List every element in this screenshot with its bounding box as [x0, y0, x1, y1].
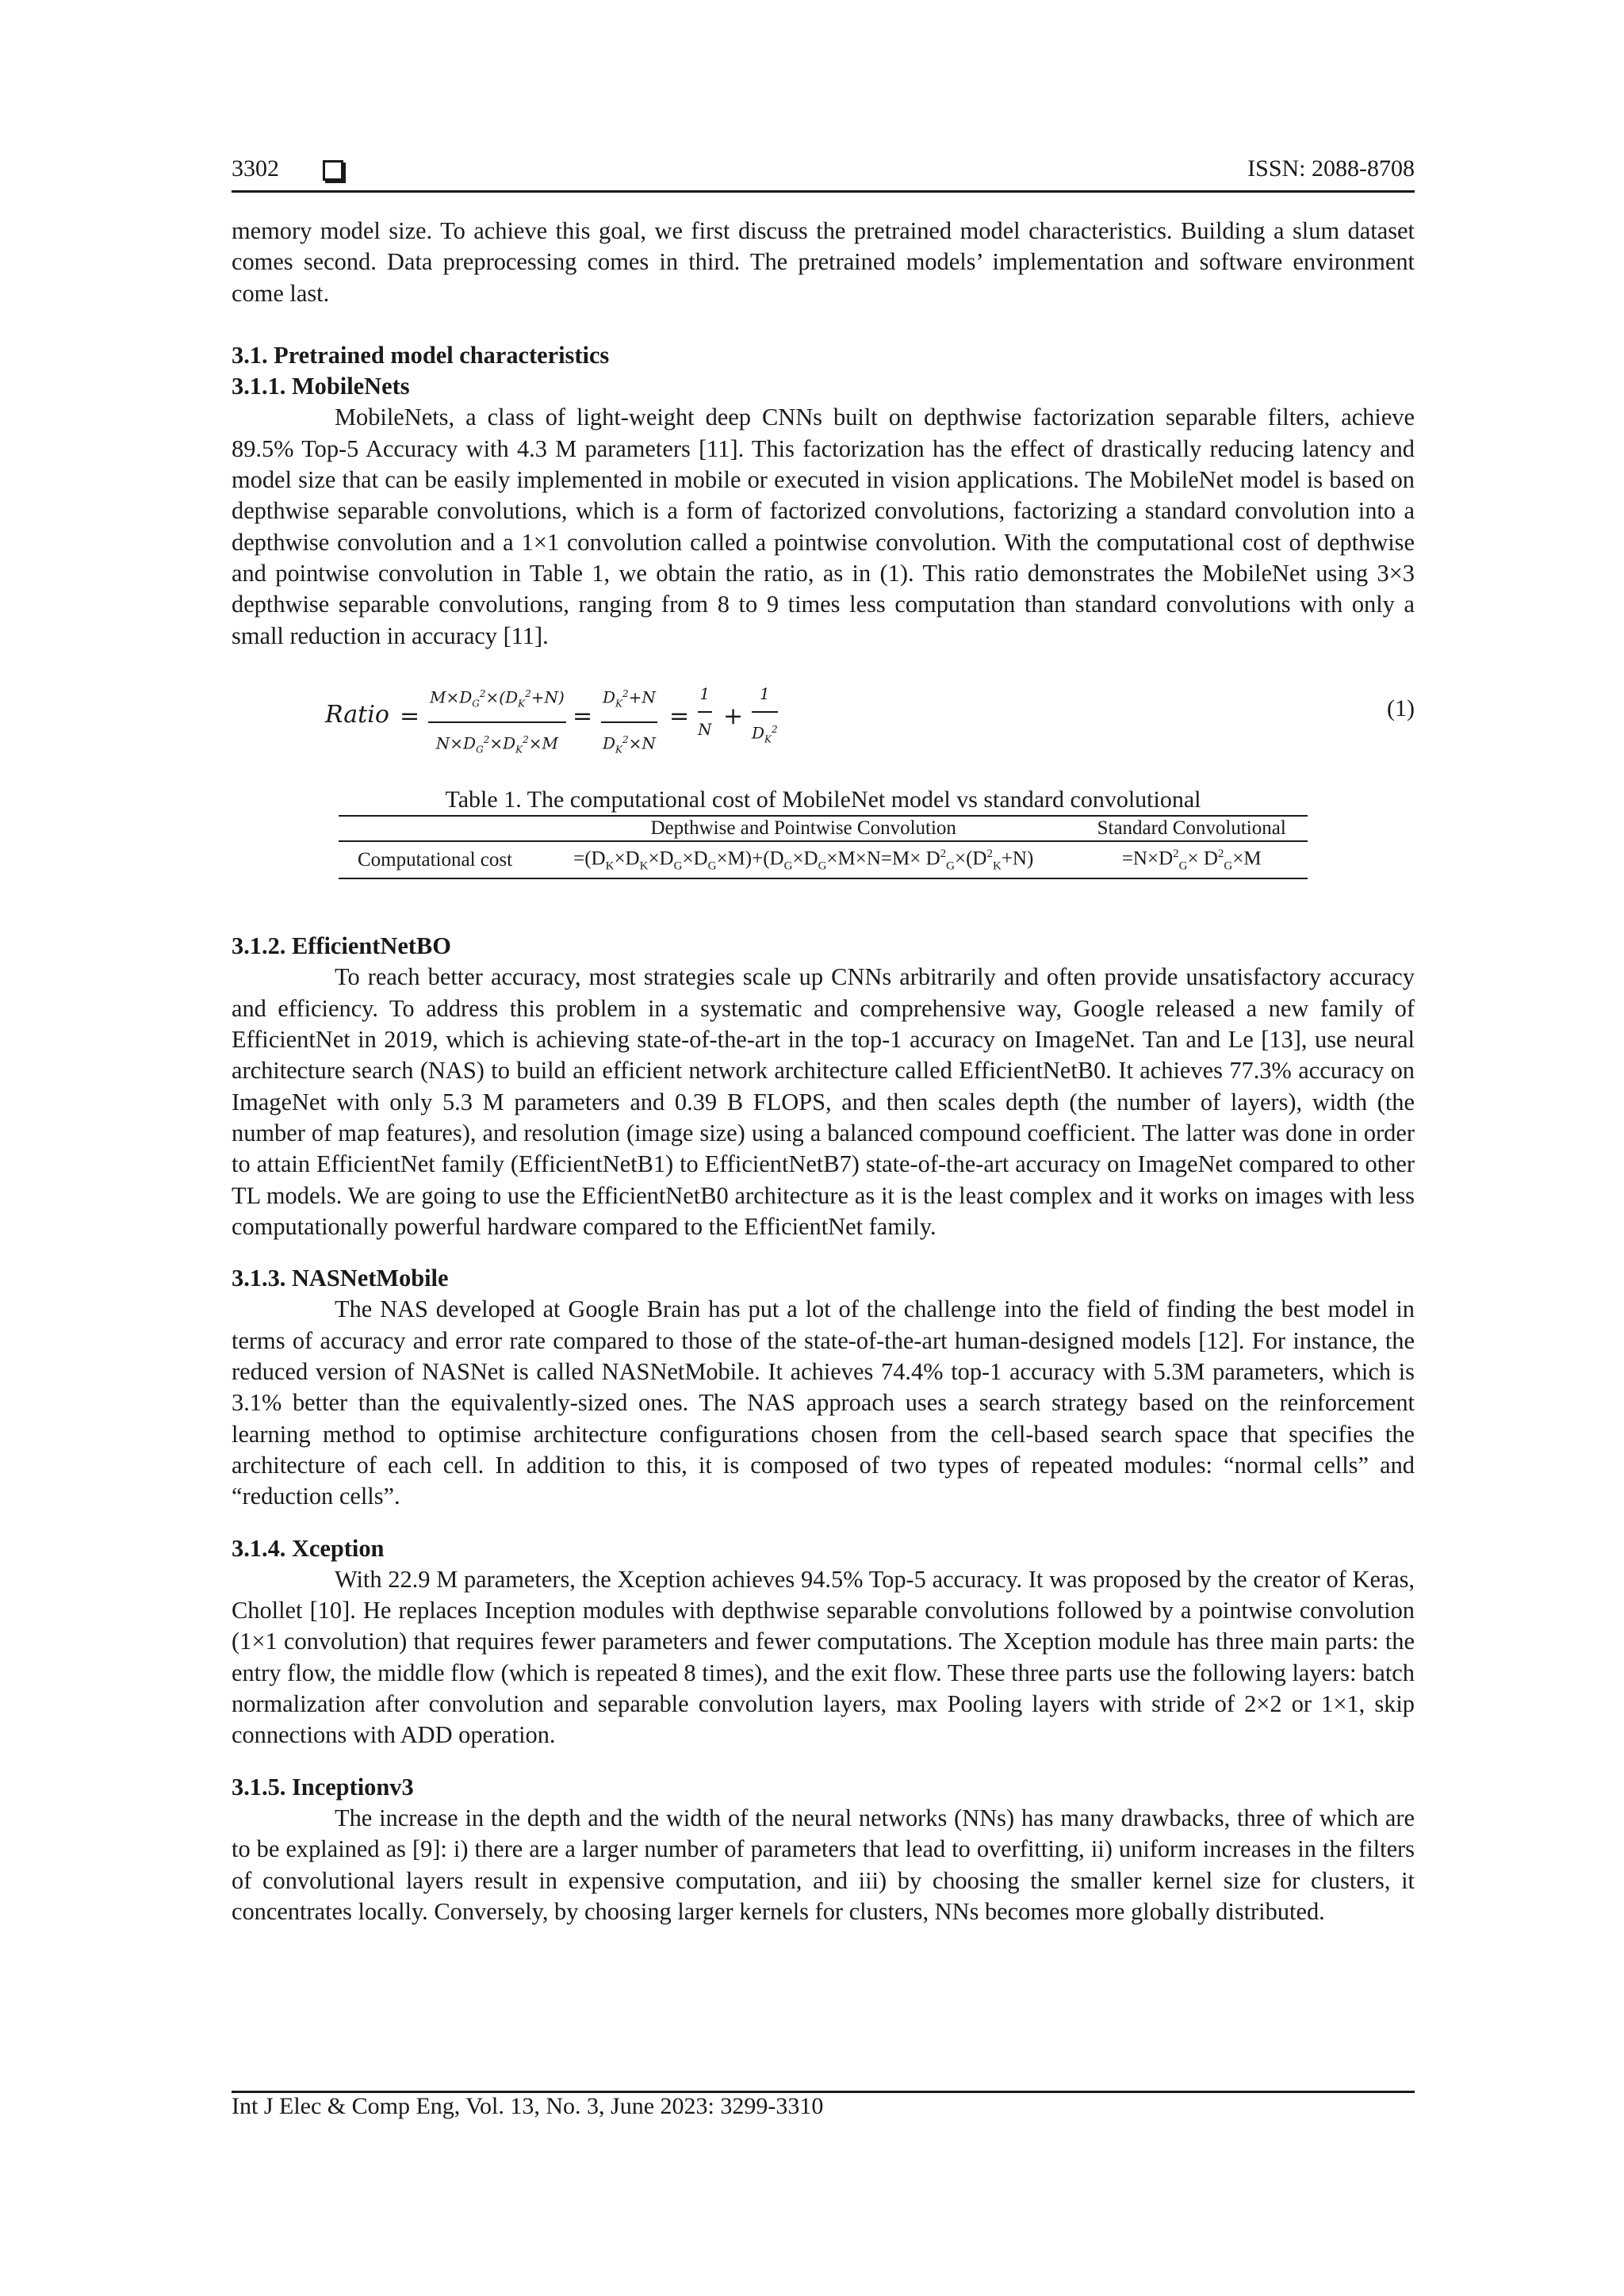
equation-fraction-4: $\frac{1}{D_K^2}$: [752, 679, 778, 756]
table-cell-depthwise: $=(D_K\times D_K\times D_G\times D_G\times M)+(D_G\times D_G\times M\times N=M\times D^2_G\times(D^2_K+N)$: [573, 847, 1034, 873]
equation-fraction-1: $\frac{M\times D_G^2\times(D_K^2+N)}{N\times D_G^2\times D_K^2\times M}$: [428, 679, 566, 766]
page-number: 3302: [232, 155, 279, 182]
subsection-heading: 3.1.2. EfficientNetBO: [232, 932, 451, 960]
table-caption: Table 1. The computational cost of MobileNet model vs standard convolutional: [445, 786, 1201, 813]
inception-paragraph: The increase in the depth and the width of the neural networks (NNs) has many drawbacks, three of which are to be explained as [9]: i) there are a larger number of parameters that lead to overfitting, ii) uniform increases in the filters of convolutional layers result in expensive computation, and iii) by choosing the smaller kernel size for clusters, it concentrates locally. Conversely, by choosing larger kernels for clusters, NNs becomes more globally distributed.: [232, 1804, 1415, 1925]
section-heading: 3.1. Pretrained model characteristics: [232, 341, 610, 369]
table-computational-cost: [339, 815, 1308, 879]
header-rule: [232, 190, 1415, 193]
subsection-heading: 3.1.1. MobileNets: [232, 373, 410, 400]
intro-paragraph: memory model size. To achieve this goal, we first discuss the pretrained model characteristics. Building a slum dataset comes second. Data preprocessing comes in third. The pretrained models’ implementation and software environment come last.: [232, 217, 1415, 307]
subsection-heading: 3.1.3. NASNetMobile: [232, 1265, 449, 1292]
equation-ratio: Ratio = $\frac{M\times D_G^2\times(D_K^2+N)}{N\times D_G^2\times D_K^2\times M}$ = $\frac{D_K^2+N}{D_K^2\times N}$ = $\frac{1}{N}$ + $\frac{1}{D_K^2}$ (1): [232, 671, 1415, 750]
square-bullet-icon: [323, 160, 343, 181]
xception-paragraph: With 22.9 M parameters, the Xception achieves 94.5% Top-5 accuracy. It was proposed by the creator of Keras, Chollet [10]. He replaces Inception modules with depthwise separable convolutions followed by a pointwise convolution (1×1 convolution) that requires fewer parameters and fewer computations. The Xception module has three main parts: the entry flow, the middle flow (which is repeated 8 times), and the exit flow. These three parts use the following layers: batch normalization after convolution and separable convolution layers, max Pooling layers with stride of 2×2 or 1×1, skip connections with ADD operation.: [232, 1565, 1415, 1749]
issn-label: ISSN: 2088-8708: [1247, 155, 1415, 182]
nasnet-paragraph: The NAS developed at Google Brain has put a lot of the challenge into the field of finding the best model in terms of accuracy and error rate compared to those of the state-of-the-art human-designed models [12]. For instance, the reduced version of NASNet is called NASNetMobile. It achieves 74.4% top-1 accuracy with 5.3M parameters, which is 3.1% better than the equivalently-sized ones. The NAS approach uses a search strategy based on the reinforcement learning method to optimise architecture configurations chosen from the cell-based search space that specifies the architecture of each cell. In addition to this, it is composed of two types of repeated modules: “normal cells” and “reduction cells”.: [232, 1295, 1415, 1510]
equation-fraction-2: $\frac{D_K^2+N}{D_K^2\times N}$: [601, 679, 657, 766]
footer-citation: Int J Elec & Comp Eng, Vol. 13, No. 3, June 2023: 3299-3310: [232, 2093, 824, 2119]
table-row: [339, 841, 1308, 878]
mobilenets-paragraph: MobileNets, a class of light-weight deep CNNs built on depthwise factorization separable filters, achieve 89.5% Top-5 Accuracy with 4.3 M parameters [11]. This factorization has the effect of drastically reducing latency and model size that can be easily implemented in mobile or executed in vision applications. The MobileNet model is based on depthwise separable convolutions, which is a form of factorized convolutions, factorizing a standard convolution into a depthwise convolution and a 1×1 convolution called a pointwise convolution. With the computational cost of depthwise and pointwise convolution in Table 1, we obtain the ratio, as in (1). This ratio demonstrates the MobileNet using 3×3 depthwise separable convolutions, ranging from 8 to 9 times less computation than standard convolutions with only a small reduction in accuracy [11].: [232, 404, 1415, 649]
efficientnet-paragraph: To reach better accuracy, most strategies scale up CNNs arbitrarily and often provide unsatisfactory accuracy and efficiency. To address this problem in a systematic and comprehensive way, Google released a new family of EfficientNet in 2019, which is achieving state-of-the-art in the top-1 accuracy on ImageNet. Tan and Le [13], use neural architecture search (NAS) to build an efficient network architecture called EfficientNetB0. It achieves 77.3% accuracy on ImageNet with only 5.3 M parameters and 0.39 B FLOPS, and then scales depth (the number of layers), width (the number of map features), and resolution (image size) using a balanced compound coefficient. The latter was done in order to attain EfficientNet family (EfficientNetB1) to EfficientNetB7) state-of-the-art accuracy on ImageNet compared to other TL models. We are going to use the EfficientNetB0 architecture as it is the least complex and it works on images with less computationally powerful hardware compared to the EfficientNet family.: [232, 963, 1415, 1240]
table-row-label: Computational cost: [357, 848, 513, 871]
subsection-heading: 3.1.5. Inceptionv3: [232, 1773, 414, 1800]
page-header: [232, 155, 1415, 190]
subsection-heading: 3.1.4. Xception: [232, 1534, 385, 1562]
equation-number: (1): [1387, 695, 1415, 721]
equation-fraction-3: $\frac{1}{N}$: [698, 679, 712, 746]
equation-lhs: Ratio: [325, 700, 389, 729]
table-cell-standard: $=N\times D^2_G\times D^2_G\times M$: [1121, 847, 1262, 873]
table-header-empty: [339, 816, 531, 841]
article-body: [232, 216, 1415, 1927]
table-header-depthwise: Depthwise and Pointwise Convolution: [650, 817, 956, 839]
table-header-standard: Standard Convolutional: [1097, 817, 1286, 839]
